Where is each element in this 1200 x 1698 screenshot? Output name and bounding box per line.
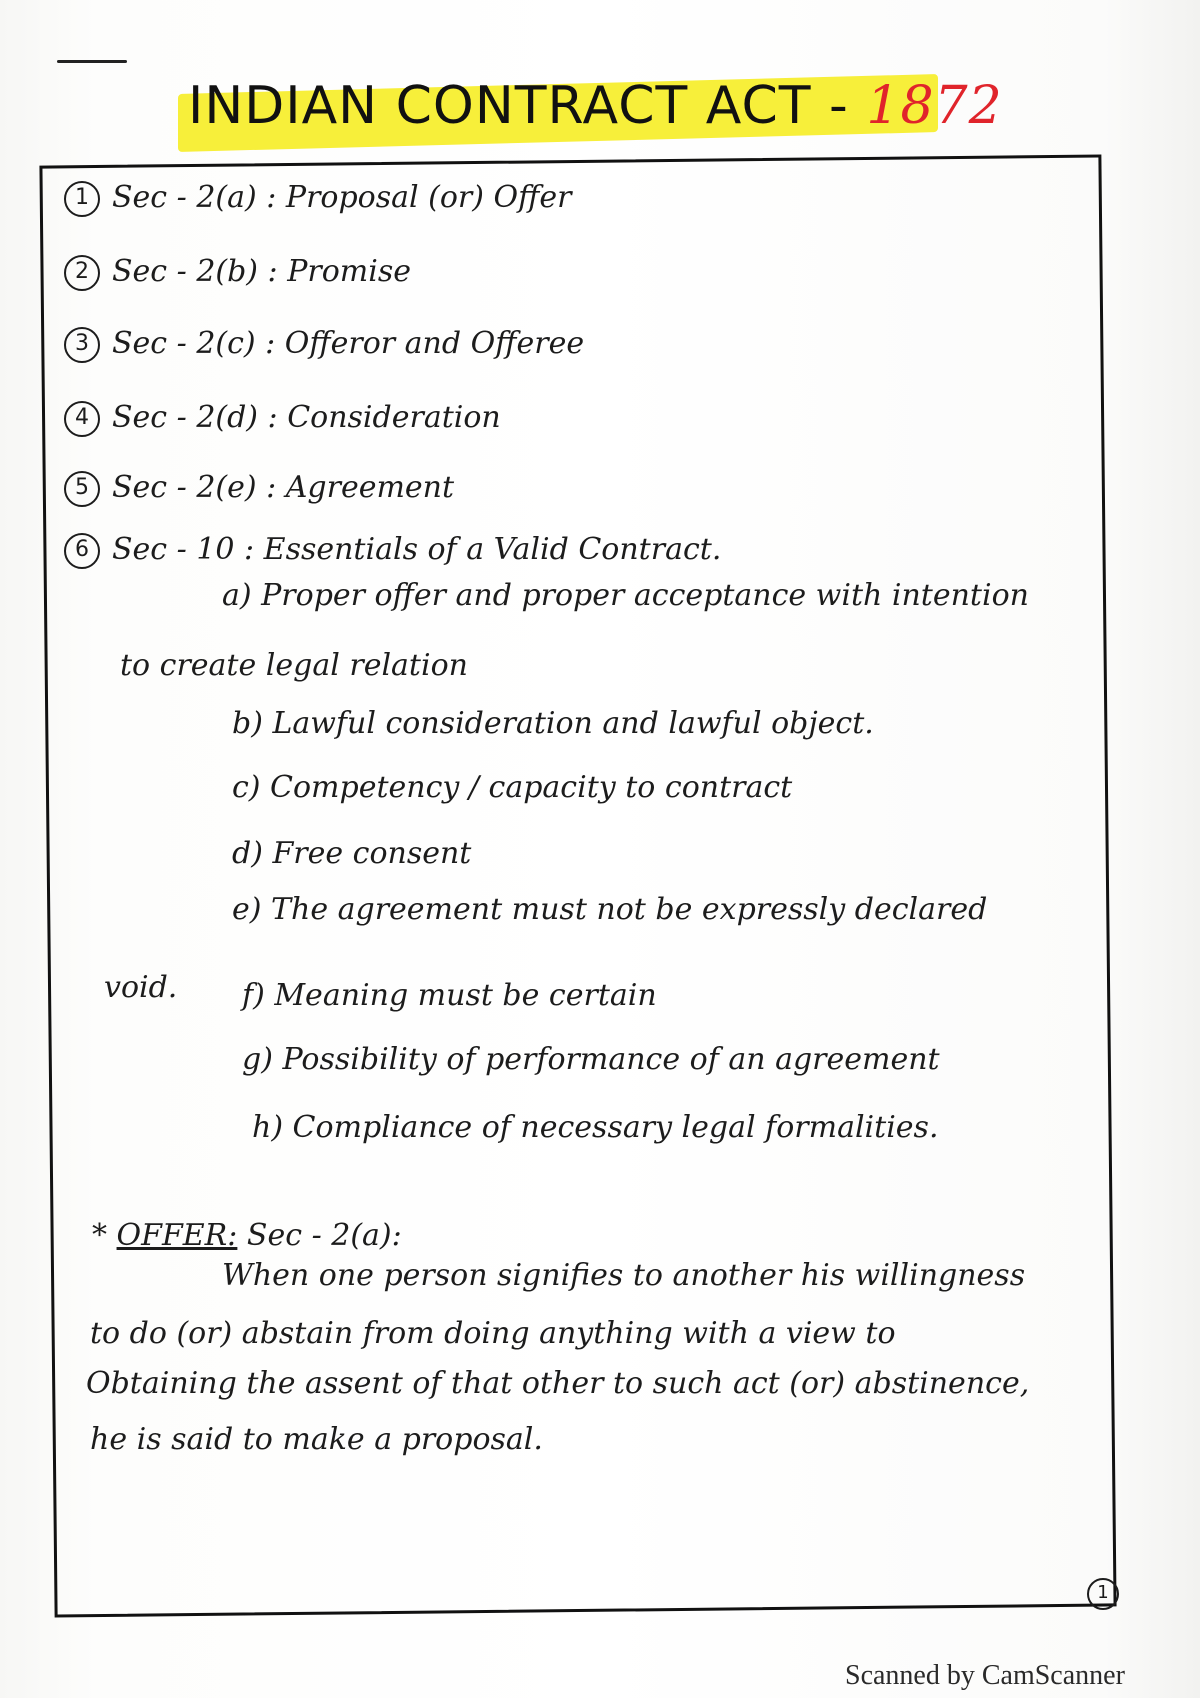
title-block — [178, 62, 1003, 152]
offer-section: Sec - 2(a): — [246, 1218, 402, 1253]
title-main: INDIAN CONTRACT ACT - — [188, 76, 849, 136]
section-number: 2 — [64, 255, 100, 291]
corner-dash-mark — [57, 60, 127, 63]
essential-e: e) The agreement must not be expressly declared — [232, 892, 988, 927]
section-text: Sec - 2(b) : Promise — [112, 254, 411, 289]
offer-star: * — [92, 1218, 107, 1253]
essential-h: h) Compliance of necessary legal formalities. — [252, 1110, 939, 1145]
offer-line-3: Obtaining the assent of that other to such act (or) abstinence, — [86, 1366, 1030, 1401]
essential-f: f) Meaning must be certain — [242, 978, 657, 1013]
offer-heading — [92, 1218, 402, 1254]
section-2 — [64, 254, 411, 291]
section-text: Sec - 2(a) : Proposal (or) Offer — [112, 180, 572, 215]
offer-line-1: When one person signifies to another his willingness — [222, 1258, 1026, 1293]
section-text: Sec - 10 : Essentials of a Valid Contract. — [112, 532, 722, 567]
title-year: 1872 — [866, 76, 1003, 136]
section-6 — [64, 532, 721, 569]
essential-c: c) Competency / capacity to contract — [232, 770, 793, 805]
section-4 — [64, 400, 501, 437]
essential-d: d) Free consent — [232, 836, 472, 871]
offer-label: OFFER: — [116, 1218, 238, 1253]
section-number: 4 — [64, 401, 100, 437]
section-text: Sec - 2(d) : Consideration — [112, 400, 501, 435]
section-number: 6 — [64, 533, 100, 569]
section-text: Sec - 2(e) : Agreement — [112, 470, 455, 505]
offer-line-2: to do (or) abstain from doing anything with a view to — [90, 1316, 896, 1351]
section-5 — [64, 470, 454, 507]
section-1 — [64, 180, 571, 217]
offer-line-4: he is said to make a proposal. — [90, 1422, 543, 1457]
section-text: Sec - 2(c) : Offeror and Offeree — [112, 326, 585, 361]
essential-a: a) Proper offer and proper acceptance with intention — [222, 578, 1029, 613]
section-number: 3 — [64, 327, 100, 363]
essential-g: g) Possibility of performance of an agreement — [242, 1042, 940, 1077]
page-number: 1 — [1087, 1578, 1119, 1610]
section-number: 1 — [64, 181, 100, 217]
page-title — [178, 62, 1003, 136]
essential-b: b) Lawful consideration and lawful object. — [232, 706, 874, 741]
section-3 — [64, 326, 584, 363]
scanner-watermark: Scanned by CamScanner — [845, 1660, 1125, 1691]
essential-a-cont: to create legal relation — [120, 648, 468, 683]
essential-e-cont: void. — [104, 970, 178, 1005]
section-number: 5 — [64, 471, 100, 507]
